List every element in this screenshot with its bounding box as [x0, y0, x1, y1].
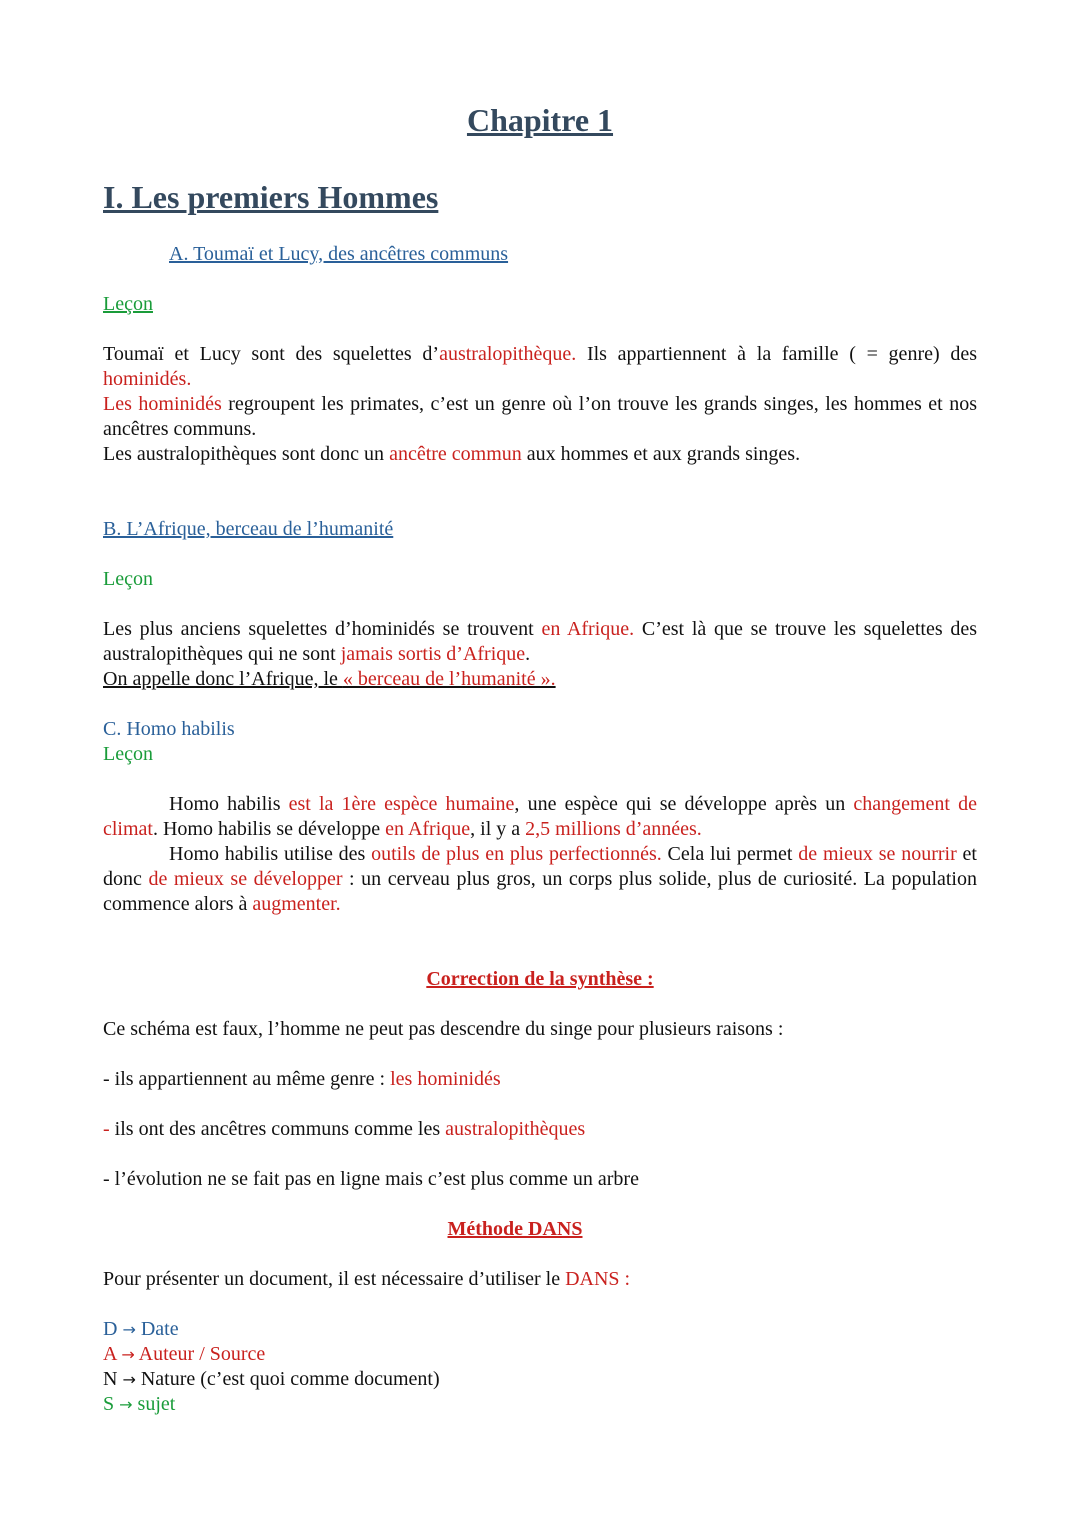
dans-item-s: S → sujet — [103, 1393, 176, 1415]
dans-item-n: N → Nature (c’est quoi comme document) — [103, 1368, 440, 1390]
paragraph-a3: Les australopithèques sont donc un ancêtre commun aux hommes et aux grands singes. — [103, 443, 801, 465]
synthesis-heading: Correction de la synthèse : — [426, 968, 654, 990]
subsection-b-heading: B. L’Afrique, berceau de l’humanité — [103, 518, 394, 540]
synthesis-bullet-2: - ils ont des ancêtres communs comme les australopithèques — [103, 1118, 586, 1140]
lesson-label-a: Leçon — [103, 293, 153, 315]
subsection-a-heading: A. Toumaï et Lucy, des ancêtres communs — [169, 243, 509, 265]
synthesis-intro: Ce schéma est faux, l’homme ne peut pas descendre du singe pour plusieurs raisons : — [103, 1018, 784, 1040]
paragraph-a2: Les hominidés regroupent les primates, c’est un genre où l’on trouve les grands singes, les hommes et nos ancêtres communs. — [103, 393, 977, 440]
paragraph-b1: Les plus anciens squelettes d’hominidés se trouvent en Afrique. C’est là que se trouve les squelettes des australopithèques qui ne sont jamais sortis d’Afrique. — [103, 618, 977, 665]
synthesis-bullet-3: - l’évolution ne se fait pas en ligne mais c’est plus comme un arbre — [103, 1168, 639, 1190]
synthesis-bullet-1: - ils appartiennent au même genre : les hominidés — [103, 1068, 501, 1090]
dans-item-a: A → Auteur / Source — [103, 1343, 266, 1365]
paragraph-b2: On appelle donc l’Afrique, le « berceau de l’humanité ». — [103, 668, 556, 690]
method-intro: Pour présenter un document, il est nécessaire d’utiliser le DANS : — [103, 1268, 631, 1290]
method-heading: Méthode DANS — [447, 1218, 583, 1240]
dans-item-d: D → Date — [103, 1318, 179, 1340]
chapter-title: Chapitre 1 — [466, 102, 614, 138]
subsection-c-heading: C. Homo habilis — [103, 718, 235, 740]
paragraph-c2: Homo habilis utilise des outils de plus en plus perfectionnés. Cela lui permet de mieux se nourrir et donc de mieux se développer : un cerveau plus gros, un corps plus solide, plus de curiosité. La population commence alors à augmenter. — [103, 843, 977, 915]
paragraph-c1: Homo habilis est la 1ère espèce humaine, une espèce qui se développe après un changement de climat. Homo habilis se développe en Afrique, il y a 2,5 millions d’années. — [103, 793, 977, 840]
lesson-label-c: Leçon — [103, 743, 153, 765]
lesson-label-b: Leçon — [103, 568, 153, 590]
paragraph-a1: Toumaï et Lucy sont des squelettes d’australopithèque. Ils appartiennent à la famille ( = genre) des hominidés. — [103, 343, 977, 390]
section-title: I. Les premiers Hommes — [103, 179, 439, 215]
